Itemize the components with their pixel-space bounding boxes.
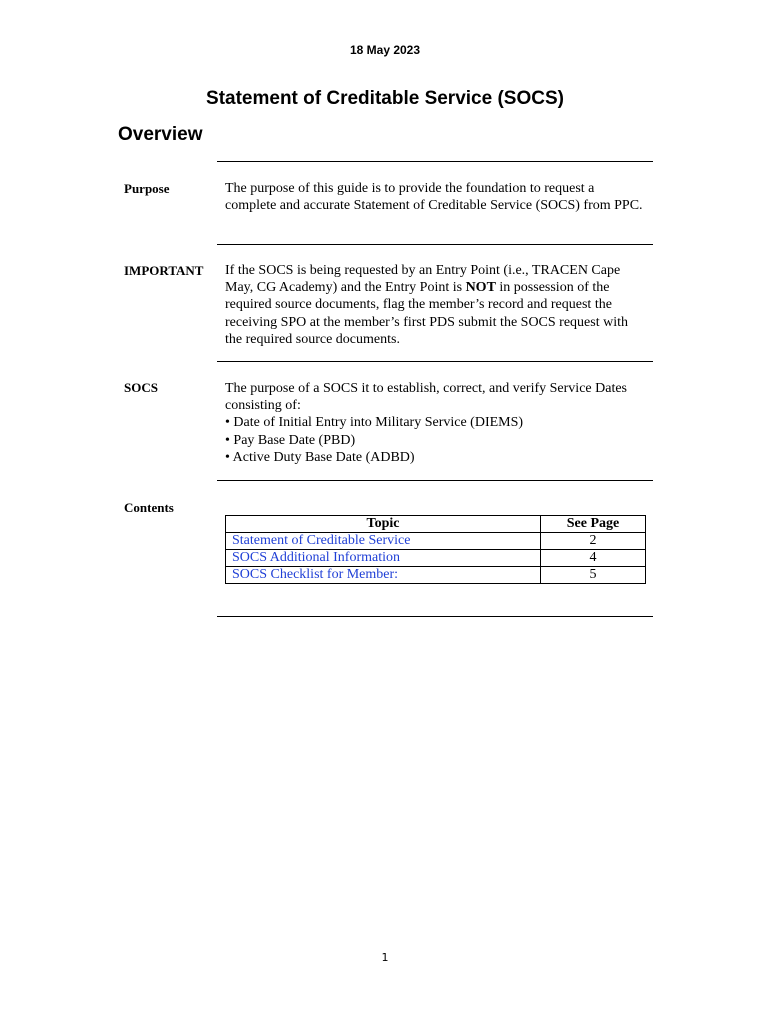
- socs-label: SOCS: [124, 380, 158, 395]
- divider: [217, 244, 653, 245]
- toc-link-socs-additional-information[interactable]: SOCS Additional Information: [226, 550, 541, 567]
- page-column-header: See Page: [541, 516, 646, 533]
- toc-page-number: 2: [541, 533, 646, 550]
- divider: [217, 161, 653, 162]
- socs-intro: The purpose of a SOCS it to establish, correct, and verify Service Dates consisting of:: [225, 381, 628, 414]
- divider: [217, 361, 653, 362]
- purpose-label: Purpose: [124, 181, 170, 196]
- purpose-text: [225, 180, 645, 214]
- socs-bullet-diems: • Date of Initial Entry into Military Service (DIEMS): [225, 415, 524, 431]
- socs-bullet-adbd: • Active Duty Base Date (ADBD): [225, 449, 415, 465]
- page-number: 1: [381, 951, 389, 964]
- table-row: [226, 550, 646, 567]
- important-paragraph: [225, 262, 645, 348]
- topic-column-header: Topic: [226, 516, 541, 533]
- contents-table: [225, 515, 646, 584]
- important-emphasis: NOT: [465, 280, 496, 296]
- socs-bullet-pbd: • Pay Base Date (PBD): [225, 432, 356, 448]
- document-title: Statement of Creditable Service (SOCS): [206, 88, 564, 109]
- important-text: [225, 262, 645, 348]
- purpose-paragraph: The purpose of this guide is to provide the foundation to request a complete and accurate Statement of Creditable Service (SOCS) from PPC.: [225, 181, 643, 214]
- toc-link-socs-checklist[interactable]: SOCS Checklist for Member:: [226, 567, 541, 584]
- socs-text: [225, 380, 645, 466]
- important-text-before: If the SOCS is being requested by an Entry Point (i.e., TRACEN Cape May, CG Academy) and the Entry Point is: [225, 263, 621, 296]
- important-label: IMPORTANT: [124, 263, 204, 278]
- divider: [217, 480, 653, 481]
- section-heading: Overview: [118, 124, 203, 145]
- table-row: [226, 533, 646, 550]
- contents-label: Contents: [124, 500, 174, 515]
- table-header-row: [226, 516, 646, 533]
- important-text-after: in possession of the required source documents, flag the member’s record and request the receiving SPO at the member’s first PDS submit the SOCS request with the required source documents.: [225, 280, 628, 347]
- divider: [217, 616, 653, 617]
- toc-page-number: 5: [541, 567, 646, 584]
- toc-page-number: 4: [541, 550, 646, 567]
- header-date: 18 May 2023: [349, 43, 421, 57]
- table-row: [226, 567, 646, 584]
- toc-link-statement-of-creditable-service[interactable]: Statement of Creditable Service: [226, 533, 541, 550]
